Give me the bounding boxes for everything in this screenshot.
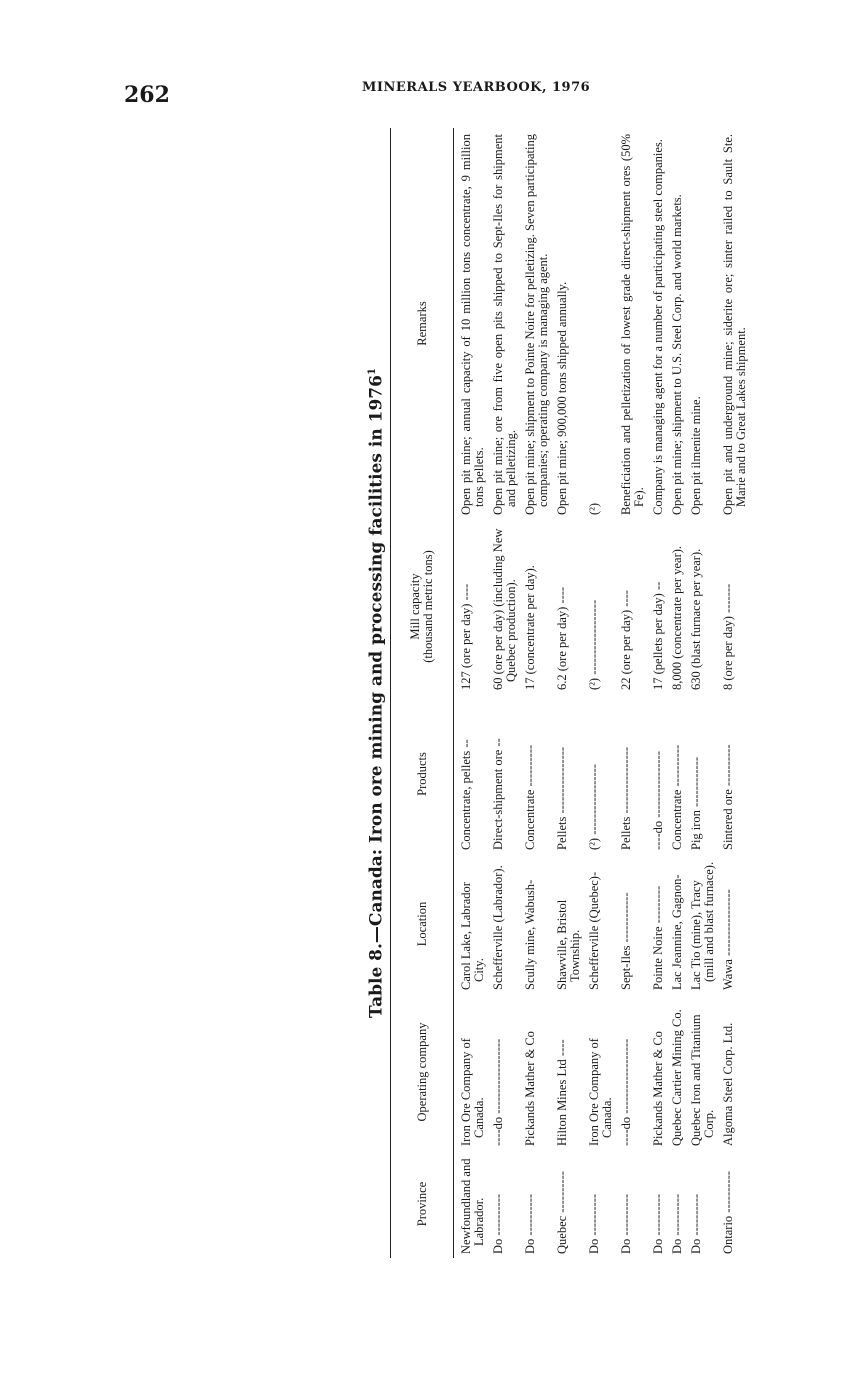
cell-province: Do ---------- [651, 1193, 665, 1254]
cell-company: Iron Ore Company of Canada. [459, 1038, 486, 1146]
table-row [490, 128, 522, 1258]
cell-company: Hilton Mines Ltd ---- [555, 1039, 569, 1146]
table-row [650, 128, 669, 1258]
cell-province: Do ---------- [491, 1193, 505, 1254]
cell-mill: 630 (blast furnace per year). [689, 548, 703, 690]
mill-header-line1: Mill capacity [408, 573, 422, 640]
cell-products: Pig iron ------------ [689, 756, 703, 850]
cell-company: Pickands Mather & Co [523, 1031, 537, 1146]
col-header-province: Province [391, 1150, 454, 1258]
iron-ore-facilities-table [390, 128, 752, 1258]
cell-province: Newfoundland and Labrador. [459, 1158, 486, 1254]
col-header-company: Operating company [391, 994, 454, 1150]
cell-products: ----do ---------------- [651, 751, 665, 850]
cell-mill: 127 (ore per day) ---- [459, 583, 473, 690]
cell-company: Iron Ore Company of Canada. [587, 1038, 614, 1146]
cell-province: Quebec ---------- [555, 1171, 569, 1254]
title-footnote-marker: 1 [367, 368, 378, 376]
cell-location: Schefferville (Labrador). [491, 865, 505, 990]
cell-location: Shawville, Bristol Township. [555, 899, 582, 990]
cell-company: ----do ------------------ [619, 1038, 633, 1146]
cell-mill: 8,000 (concentrate per year). [670, 545, 684, 690]
col-header-products: Products [391, 694, 454, 854]
cell-province: Do ---------- [670, 1193, 684, 1254]
cell-products: Direct-shipment ore -- [491, 738, 505, 850]
cell-mill: 17 (pellets per day) -- [651, 581, 665, 690]
table-row [522, 128, 554, 1258]
cell-remarks: (²) [587, 502, 601, 515]
col-header-mill-capacity [391, 519, 454, 694]
cell-remarks: Open pit mine; annual capacity of 10 million tons concentrate, 9 million tons pellets. [459, 134, 486, 515]
rotated-table-block [356, 128, 806, 1258]
cell-company: Quebec Iron and Titanium Corp. [689, 1014, 716, 1146]
table-title [356, 128, 390, 1258]
cell-remarks: Open pit ilmenite mine. [689, 396, 703, 515]
cell-province: Do ---------- [619, 1193, 633, 1254]
cell-remarks: Open pit mine; 900,000 tons shipped annually. [555, 281, 569, 515]
running-title: MINERALS YEARBOOK, 1976 [362, 80, 591, 95]
cell-location: Sept-Iles ------------ [619, 892, 633, 990]
cell-location: Lac Jeannine, Gagnon- [670, 874, 684, 990]
cell-products: Sintered ore ---------- [721, 744, 735, 850]
cell-company: Pickands Mather & Co [651, 1031, 665, 1146]
cell-company: ----do ------------------ [491, 1038, 505, 1146]
cell-remarks: Open pit mine; shipment to Pointe Noire for pelletizing. Seven participating companies; operating company is managing agent. [523, 134, 550, 515]
cell-products: Concentrate ---------- [523, 744, 537, 850]
table-title-text: Table 8.—Canada: Iron ore mining and processing facilities in 1976 [366, 375, 387, 1018]
cell-remarks: Company is managing agent for a number of participating steel companies. [651, 139, 665, 515]
header-row [391, 128, 454, 1258]
cell-province: Ontario ---------- [721, 1171, 735, 1254]
col-header-remarks: Remarks [391, 128, 454, 519]
cell-province: Do ---------- [689, 1193, 703, 1254]
cell-location: Schefferville (Quebec)- [587, 871, 601, 990]
table-row [554, 128, 586, 1258]
cell-province: Do ---------- [523, 1193, 537, 1254]
cell-location: Carol Lake, Labrador City. [459, 882, 486, 990]
table-body [454, 128, 753, 1258]
mill-header-line2: (thousand metric tons) [421, 550, 435, 663]
cell-location: Lac Tio (mine), Tracy (mill and blast furnace). [689, 861, 716, 990]
cell-company: Quebec Cartier Mining Co. [670, 1009, 684, 1146]
table-row [618, 128, 650, 1258]
cell-mill: 22 (ore per day) ---- [619, 590, 633, 690]
table-row [720, 128, 752, 1258]
cell-location: Scully mine, Wabush- [523, 879, 537, 990]
cell-company: Algoma Steel Corp. Ltd. [721, 1022, 735, 1146]
table-row [688, 128, 720, 1258]
cell-location: Pointe Noire --------- [651, 885, 665, 990]
page-number: 262 [124, 82, 170, 108]
cell-mill: 17 (concentrate per day). [523, 565, 537, 690]
table-row [669, 128, 688, 1258]
cell-remarks: Open pit and underground mine; siderite ore; sinter railed to Sault Ste. Marie and to Great Lakes shipment. [721, 134, 748, 515]
cell-products: (²) ----------------- [587, 764, 601, 850]
cell-products: Pellets ---------------- [555, 746, 569, 850]
cell-province: Do ---------- [587, 1193, 601, 1254]
cell-mill: (²) ------------------ [587, 599, 601, 690]
table-row [586, 128, 618, 1258]
col-header-location: Location [391, 854, 454, 994]
cell-mill: 6.2 (ore per day) ---- [555, 586, 569, 690]
cell-products: Pellets ---------------- [619, 746, 633, 850]
cell-remarks: Open pit mine; ore from five open pits shipped to Sept-Iles for shipment and pelletizing. [491, 134, 518, 515]
table-row [454, 128, 491, 1258]
cell-remarks: Open pit mine; shipment to U.S. Steel Corp. and world markets. [670, 194, 684, 515]
cell-location: Wawa ---------------- [721, 889, 735, 990]
cell-remarks: Beneficiation and pelletization of lowest grade direct-shipment ores (50% Fe). [619, 134, 646, 515]
cell-mill: 60 (ore per day) (including New Quebec production). [491, 528, 518, 690]
cell-products: Concentrate, pellets -- [459, 739, 473, 850]
cell-mill: 8 (ore per day) ------- [721, 583, 735, 690]
cell-products: Concentrate ---------- [670, 744, 684, 850]
